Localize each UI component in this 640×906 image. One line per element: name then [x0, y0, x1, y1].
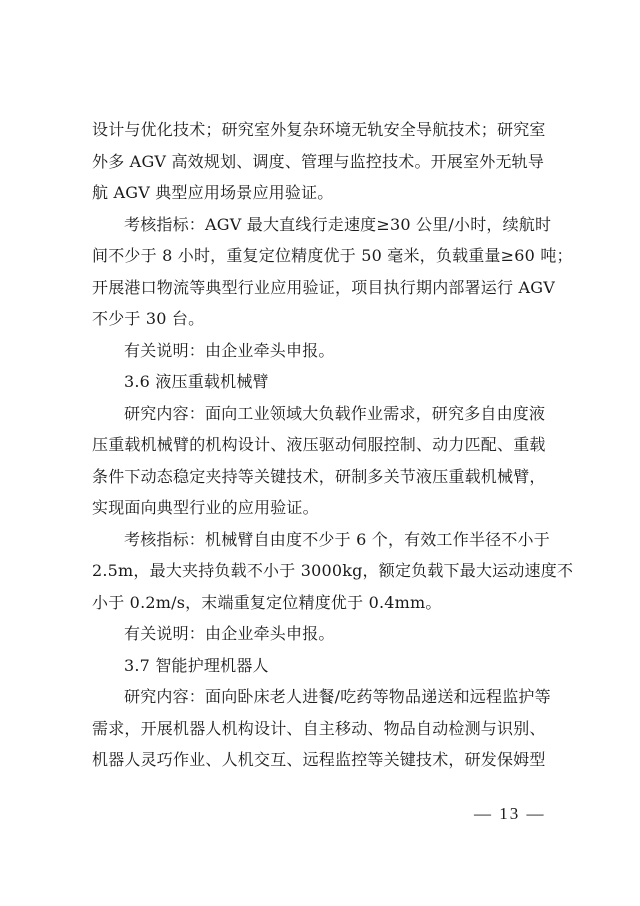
text-line: 外多 AGV 高效规划、调度、管理与监控技术。开展室外无轨导 — [92, 151, 545, 171]
text-line: 考核指标：AGV 最大直线行走速度≥30 公里/小时，续航时 — [124, 214, 552, 234]
text-line: 航 AGV 典型应用场景应用验证。 — [92, 183, 334, 202]
text-line: 小于 0.2m/s，末端重复定位精度优于 0.4mm。 — [92, 592, 442, 612]
text-line: 实现面向典型行业的应用验证。 — [92, 498, 319, 517]
text-line: 需求，开展机器人机构设计、自主移动、物品自动检测与识别、 — [92, 718, 546, 738]
text-line: 研究内容：面向工业领域大负载作业需求，研究多自由度液 — [124, 403, 546, 423]
text-line: 考核指标：机械臂自由度不少于 6 个，有效工作半径不小于 — [124, 529, 550, 549]
text-line: 压重载机械臂的机构设计、液压驱动伺服控制、动力匹配、重载 — [92, 435, 546, 454]
text-line: 研究内容：面向卧床老人进餐/吃药等物品递送和远程监护等 — [124, 687, 551, 706]
text-line: 机器人灵巧作业、人机交互、远程监控等关键技术，研发保姆型 — [92, 750, 546, 769]
page-number: — 13 — — [474, 804, 546, 823]
text-line: 设计与优化技术；研究室外复杂环境无轨安全导航技术；研究室 — [92, 120, 546, 139]
text-line: 有关说明：由企业牵头申报。 — [124, 340, 335, 360]
document-body — [92, 114, 574, 776]
text-line: 间不少于 8 小时，重复定位精度优于 50 毫米，负载重量≥60 吨； — [92, 246, 573, 265]
text-line: 开展港口物流等典型行业应用验证，项目执行期内部署运行 AGV — [92, 277, 555, 297]
text-line: 2.5m，最大夹持负载不小于 3000kg，额定负载下最大运动速度不 — [92, 561, 574, 580]
section-heading: 3.6 液压重载机械臂 — [124, 372, 269, 391]
text-line: 有关说明：由企业牵头申报。 — [124, 624, 335, 643]
text-line: 不少于 30 台。 — [92, 309, 205, 328]
text-line: 条件下动态稳定夹持等关键技术，研制多关节液压重载机械臂， — [92, 466, 546, 486]
section-heading: 3.7 智能护理机器人 — [124, 655, 269, 675]
